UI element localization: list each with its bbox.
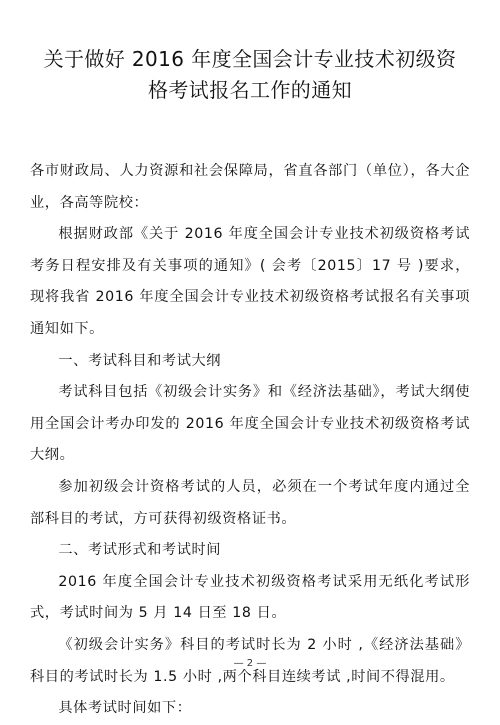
schedule-intro-paragraph: 具体考试时间如下： xyxy=(58,700,192,717)
document-body xyxy=(30,156,470,725)
salutation-paragraph: 各市财政局、人力资源和社会保障局，省直各部门（单位），各大企业，各高等院校： xyxy=(30,163,470,211)
title-line-2: 格考试报名工作的通知 xyxy=(148,78,352,102)
format-paragraph: 2016 年度全国会计专业技术初级资格考试采用无纸化考试形式，考试时间为 5 月 14 日至 18 日。 xyxy=(30,573,470,622)
intro-paragraph: 根据财政部《关于 2016 年度全国会计专业技术初级资格考试考务日程安排及有关事项的通知》( 会考〔2015〕17 号 )要求，现将我省 2016 年度全国会计专业技术初级资格考试报名有关事项通知如下。 xyxy=(30,226,470,337)
page-number: — 2 — xyxy=(233,658,267,669)
section-heading-format: 二、考试形式和考试时间 xyxy=(58,542,222,559)
document-title xyxy=(30,44,470,106)
title-line-1: 关于做好 2016 年度全国会计专业技术初级资 xyxy=(43,47,457,71)
subjects-paragraph: 考试科目包括《初级会计实务》和《经济法基础》，考试大纲使用全国会计考办印发的 2016 年度全国会计专业技术初级资格考试大纲。 xyxy=(30,384,470,464)
section-heading-subjects: 一、考试科目和考试大纲 xyxy=(58,352,222,369)
duration-paragraph: 《初级会计实务》科目的考试时长为 2 小时 ,《经济法基础》科目的考试时长为 1.5 小时 ,两个科目连续考试 ,时间不得混用。 xyxy=(30,636,470,685)
certificate-paragraph: 参加初级会计资格考试的人员，必须在一个考试年度内通过全部科目的考试，方可获得初级资格证书。 xyxy=(30,478,470,527)
